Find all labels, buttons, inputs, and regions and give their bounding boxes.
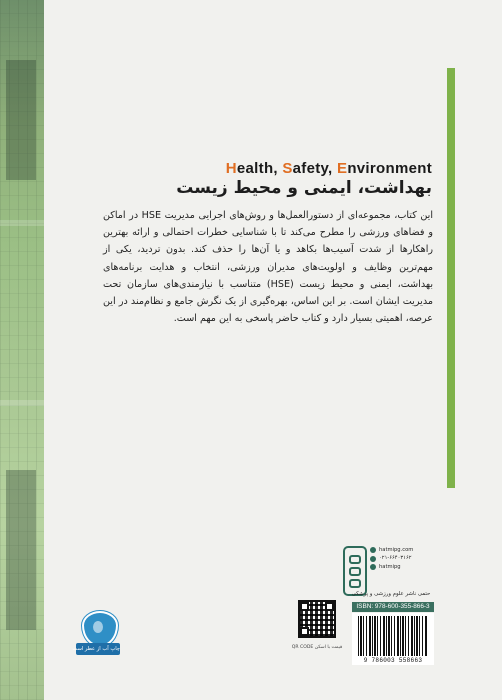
instagram-icon bbox=[370, 564, 376, 570]
description-paragraph: این کتاب، مجموعه‌ای از دستورالعمل‌ها و روش‌های اجرایی مدیریت HSE در اماکن و فضاهای ورزشی را مطرح می‌کند تا با شناسایی خطرات احتمالی و ارائه بهترین راهکارها از شدت آسیب‌ها بکاهد و یا آن‌ها را حذف کند. بدون تردید، یکی از مهم‌ترین وظایف و اولویت‌های مدیران ورزشی، انتخاب و هدایت برنامه‌های بهداشت، ایمنی و محیط زیست (HSE) متناسب با نیازمندی‌های سازمان تحت مدیریت ایشان است. بر این اساس، بهره‌گیری از یک نگرش جامع و نظام‌مند در این عرصه، اهمیتی بسیار دارد و کتاب حاضر پاسخی به این مهم است. bbox=[103, 210, 433, 325]
qr-finder bbox=[300, 627, 309, 636]
website-text: hatmipg.com bbox=[379, 547, 414, 553]
barcode-bars bbox=[358, 616, 428, 656]
qr-code bbox=[300, 602, 334, 636]
water-print-badge bbox=[72, 611, 120, 663]
isbn-barcode bbox=[352, 613, 434, 665]
instagram-line bbox=[370, 563, 432, 571]
barcode-number: 9 786003 558663 bbox=[363, 657, 423, 664]
title-part: afety, bbox=[292, 160, 337, 177]
title-part: E bbox=[337, 160, 348, 177]
phone-text: ۰۲۱-۶۶۴۰۳۱۶۲ bbox=[379, 555, 412, 562]
instagram-text: hatmipg bbox=[379, 563, 401, 570]
phone-icon bbox=[370, 556, 376, 562]
qr-finder bbox=[300, 602, 309, 611]
persian-title: بهداشت، ایمنی و محیط زیست bbox=[176, 178, 432, 198]
title-part: nvironment bbox=[347, 160, 432, 177]
badge-ribbon-text: چاپ آب از عطر است bbox=[76, 643, 120, 655]
publisher-logo-icon bbox=[343, 546, 367, 596]
website-line bbox=[370, 546, 432, 554]
spine-highlight bbox=[0, 400, 44, 406]
green-spine-photo-strip bbox=[0, 0, 44, 700]
spine-highlight bbox=[0, 220, 44, 226]
qr-caption: قیمت با اسکن QR CODE bbox=[291, 645, 343, 650]
title-part: H bbox=[225, 160, 237, 177]
qr-finder bbox=[325, 602, 334, 611]
phone-line bbox=[370, 554, 432, 562]
spine-shadow-bottom bbox=[6, 470, 36, 630]
title-part: S bbox=[282, 160, 293, 177]
title-part: ealth, bbox=[236, 160, 283, 177]
green-vertical-rule bbox=[447, 68, 455, 488]
publisher-name: حتمی ناشر علوم ورزشی و پزشکی bbox=[351, 591, 431, 597]
spine-shadow-top bbox=[6, 60, 36, 180]
globe-icon bbox=[370, 547, 376, 553]
english-title bbox=[226, 160, 432, 177]
isbn-label: ISBN: 978-600-355-866-3 bbox=[352, 602, 434, 612]
water-drop-icon bbox=[82, 611, 118, 647]
